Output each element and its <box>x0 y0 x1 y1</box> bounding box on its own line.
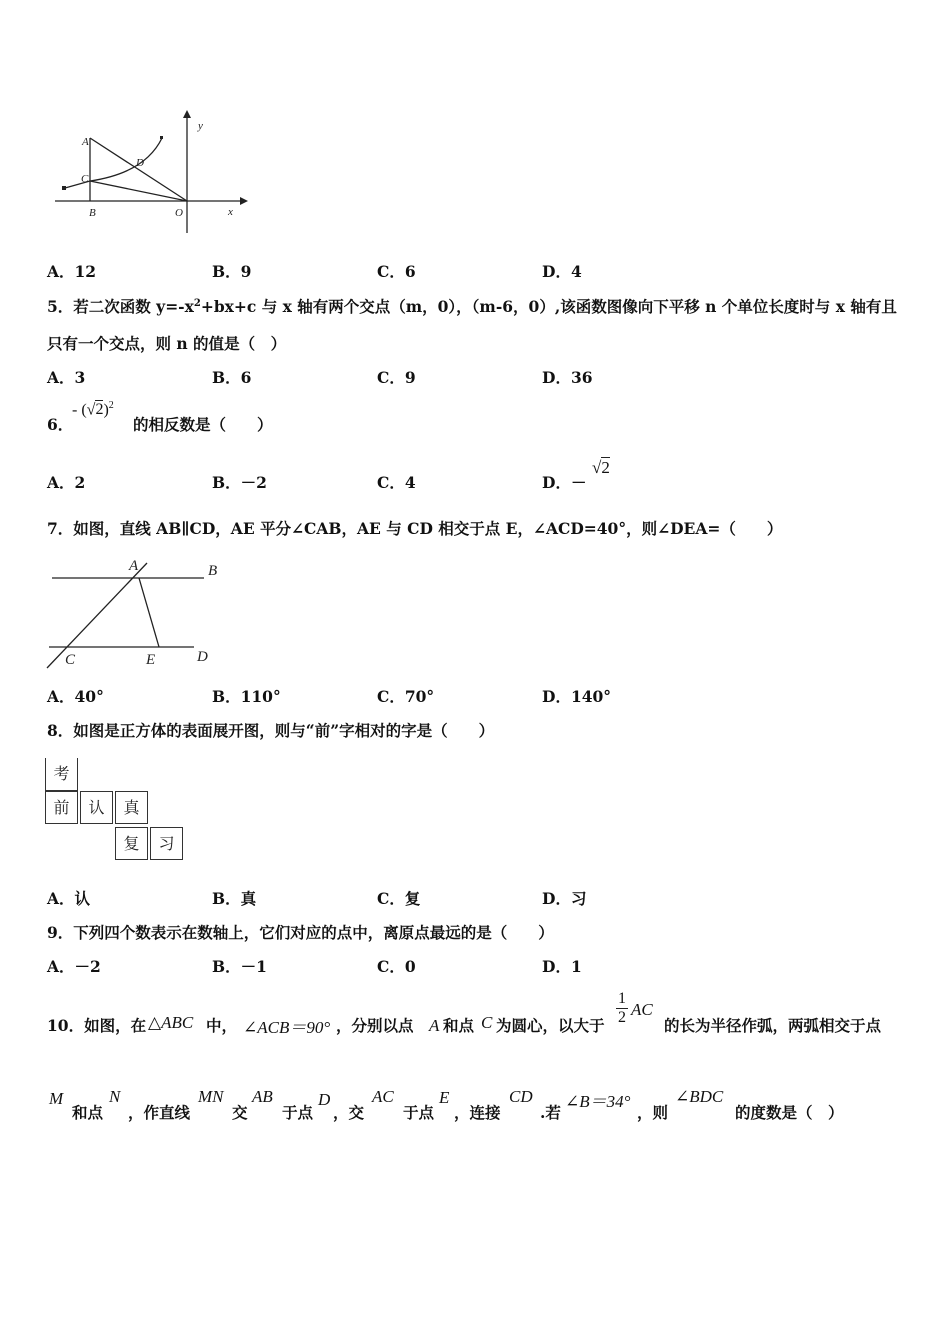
q10-l1-d: 和点 <box>443 1016 475 1035</box>
q9-option-d: D．1 <box>542 957 582 976</box>
q10-frac-ac: AC <box>631 1000 653 1019</box>
label-A: A <box>129 558 139 574</box>
q9-text: 9．下列四个数表示在数轴上，它们对应的点中，离原点最远的是（ ） <box>47 923 554 942</box>
q8-option-d: D．习 <box>542 889 587 908</box>
sqrt-symbol: √ <box>86 401 96 419</box>
net-cell-qian: 前 <box>45 791 78 824</box>
q10-angle-acb: ∠ACB＝90° <box>243 1018 331 1037</box>
q10-line-ac: AC <box>372 1087 394 1106</box>
q5-option-d: D．36 <box>542 368 593 387</box>
y-arrow <box>183 110 191 118</box>
q10-point-e: E <box>439 1088 450 1107</box>
q6-option-d: D．－ <box>542 473 587 492</box>
label-x: x <box>228 206 233 218</box>
q9-option-a: A．－2 <box>47 957 101 976</box>
q10-triangle: △ABC <box>148 1013 194 1032</box>
line-AC <box>47 563 147 668</box>
net-cell-fu: 复 <box>115 827 148 860</box>
q5-option-a: A．3 <box>47 368 86 387</box>
q7-option-c: C．70° <box>377 687 435 706</box>
net-cell-ren: 认 <box>80 791 113 824</box>
q10-l2-h: .若 <box>540 1103 561 1122</box>
q10-angle-b: ∠B＝34° <box>565 1092 631 1111</box>
q10-line-mn: MN <box>198 1087 224 1106</box>
label-B: B <box>208 563 218 579</box>
q4-option-a: A．12 <box>47 262 97 281</box>
q7-option-a: A．40° <box>47 687 104 706</box>
q10-line-cd: CD <box>509 1087 533 1106</box>
segment-AE <box>139 578 159 647</box>
label-D: D <box>136 157 144 169</box>
q10-fraction: 1 2 <box>618 990 626 1026</box>
q9-option-c: C．0 <box>377 957 416 976</box>
q6-text: 的相反数是（ ） <box>133 415 273 434</box>
q6-option-a: A．2 <box>47 473 86 492</box>
q10-l2-i: ，则 <box>637 1103 669 1122</box>
q6-option-c: C．4 <box>377 473 416 492</box>
q4-figure <box>50 108 250 238</box>
q7-option-d: D．140° <box>542 687 612 706</box>
q10-point-m: M <box>49 1089 64 1108</box>
q6-option-b: B．－2 <box>212 473 267 492</box>
q10-l1-e: 为圆心，以大于 <box>496 1016 605 1035</box>
label-B: B <box>89 207 96 219</box>
q9-option-b: B．－1 <box>212 957 267 976</box>
q6-number: 6． <box>47 415 74 434</box>
q10-l1-b: 中， <box>206 1016 238 1035</box>
q10-l2-f: 于点 <box>403 1103 435 1122</box>
label-C: C <box>65 652 76 668</box>
q10-line-ab: AB <box>252 1087 273 1106</box>
curve-end-dot <box>160 136 163 139</box>
q10-l2-d: 于点 <box>282 1103 314 1122</box>
q5-line2: 只有一个交点，则 n 的值是（ ） <box>47 334 287 353</box>
net-cell-kao: 考 <box>45 758 78 791</box>
label-y: y <box>198 120 203 132</box>
q10-l1-c: ，分别以点 <box>336 1016 414 1035</box>
q10-l1-a: 10．如图，在 <box>47 1016 147 1035</box>
q5-line1: 5．若二次函数 $y=-x^2+bx+c$ 与 x 轴有两个交点（m，0），（m-6，0）,该函数图像向下平移 n 个单位长度时与 x 轴有且 <box>47 297 897 316</box>
q10-point-d: D <box>318 1090 331 1109</box>
q10-l2-e: ，交 <box>333 1103 365 1122</box>
q10-l2-c: 交 <box>232 1103 248 1122</box>
q8-text: 8．如图是正方体的表面展开图，则与“前”字相对的字是（ ） <box>47 721 495 740</box>
q4-option-d: D．4 <box>542 262 582 281</box>
q10-l2-j: 的度数是（ ） <box>735 1103 844 1122</box>
q7-figure <box>44 555 224 675</box>
q10-point-a: A <box>429 1016 440 1035</box>
q4-option-c: C．6 <box>377 262 416 281</box>
label-O: O <box>175 207 183 219</box>
label-E: E <box>146 652 156 668</box>
q8-option-b: B．真 <box>212 889 257 908</box>
q5-option-b: B．6 <box>212 368 252 387</box>
q6-expression: - $(√2)^2$ <box>72 400 114 419</box>
q7-option-b: B．110° <box>212 687 281 706</box>
q6-option-d-radical: √2 <box>592 458 610 477</box>
label-C: C <box>81 173 89 185</box>
curve-start-dot <box>62 186 66 190</box>
net-cell-xi: 习 <box>150 827 183 860</box>
q8-cube-net <box>45 758 187 864</box>
label-A: A <box>82 136 89 148</box>
q10-point-n: N <box>109 1087 121 1106</box>
q10-angle-bdc: ∠BDC <box>675 1087 724 1106</box>
q4-option-b: B．9 <box>212 262 252 281</box>
q10-l2-g: ，连接 <box>454 1103 501 1122</box>
q10-l2-b: ，作直线 <box>128 1103 191 1122</box>
q7-text: 7．如图，直线 AB∥CD，AE 平分∠CAB，AE 与 CD 相交于点 E，∠ACD=40°，则∠DEA=（ ） <box>47 519 783 538</box>
q10-point-c: C <box>481 1013 493 1032</box>
x-arrow <box>240 197 248 205</box>
q5-option-c: C．9 <box>377 368 416 387</box>
q10-l2-a: 和点 <box>72 1103 104 1122</box>
q10-l1-f: 的长为半径作弧，两弧相交于点 <box>664 1016 882 1035</box>
curve <box>65 138 162 188</box>
q8-option-c: C．复 <box>377 889 421 908</box>
q8-option-a: A．认 <box>47 889 91 908</box>
net-cell-zhen: 真 <box>115 791 148 824</box>
label-D: D <box>197 649 208 665</box>
